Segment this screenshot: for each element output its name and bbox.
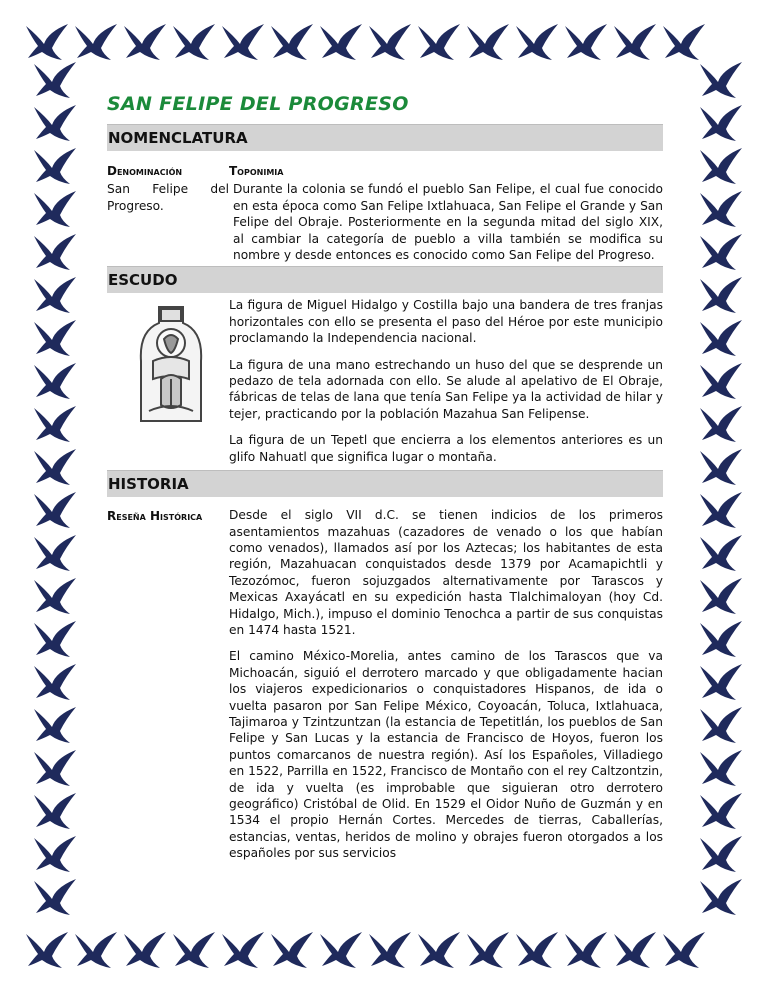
swallow-border-icon [122, 22, 168, 62]
swallow-border-icon [32, 103, 78, 143]
swallow-border-icon [32, 447, 78, 487]
swallow-border-icon [32, 705, 78, 745]
swallow-border-icon [32, 318, 78, 358]
swallow-border-icon [32, 576, 78, 616]
section-heading-historia: HISTORIA [107, 470, 663, 497]
swallow-border-icon [32, 275, 78, 315]
swallow-border-icon [171, 22, 217, 62]
swallow-border-icon [220, 22, 266, 62]
swallow-border-icon [32, 791, 78, 831]
swallow-border-icon [698, 60, 744, 100]
swallow-border-icon [367, 930, 413, 970]
swallow-border-icon [698, 490, 744, 530]
swallow-border-icon [32, 877, 78, 917]
swallow-border-icon [73, 22, 119, 62]
swallow-border-icon [32, 189, 78, 229]
swallow-border-icon [698, 318, 744, 358]
swallow-border-icon [32, 60, 78, 100]
document-body [107, 90, 663, 862]
swallow-border-icon [32, 361, 78, 401]
swallow-border-icon [465, 22, 511, 62]
resena-historica-label: Reseña Histórica [107, 509, 203, 524]
swallow-border-icon [698, 447, 744, 487]
swallow-border-icon [32, 662, 78, 702]
swallow-border-icon [24, 22, 70, 62]
historia-text [229, 507, 663, 862]
swallow-border-icon [612, 22, 658, 62]
swallow-border-icon [698, 705, 744, 745]
border-bottom [0, 922, 768, 982]
swallow-border-icon [32, 490, 78, 530]
swallow-border-icon [73, 930, 119, 970]
swallow-border-icon [416, 930, 462, 970]
swallow-border-icon [32, 232, 78, 272]
escudo-text [229, 297, 663, 465]
escudo-paragraph: La figura de un Tepetl que encierra a los elementos anteriores es un glifo Nahuatl que significa lugar o montaña. [229, 433, 663, 464]
swallow-border-icon [698, 232, 744, 272]
nomenclatura-header-row [107, 163, 663, 179]
swallow-border-icon [122, 930, 168, 970]
swallow-border-icon [32, 146, 78, 186]
swallow-border-icon [514, 930, 560, 970]
escudo-row [107, 297, 663, 465]
swallow-border-icon [32, 533, 78, 573]
swallow-border-icon [514, 22, 560, 62]
swallow-border-icon [32, 619, 78, 659]
swallow-border-icon [220, 930, 266, 970]
coat-of-arms-icon [131, 301, 211, 427]
historia-row [107, 507, 663, 862]
historia-paragraph: Desde el siglo VII d.C. se tienen indicios de los primeros asentamientos mazahuas (cazadores de venado o los que habían como venados), llamados así por los Aztecas; los habitantes de esta región, Mazahuacan conquistados desde 1379 por Acamapichtli y Tezozómoc, fueron sojuzgados alternativamente por Tarascos y Mexicas Axayácatl en su expedición hasta Tlalchimaloyan (hoy Cd. Hidalgo, Mich.), impuso el dominio Tenochca a partir de sus conquistas en 1474 hasta 1521. [229, 508, 663, 637]
section-heading-escudo: ESCUDO [107, 266, 663, 293]
swallow-border-icon [32, 404, 78, 444]
swallow-border-icon [661, 22, 707, 62]
page-title: SAN FELIPE DEL PROGRESO [107, 93, 409, 115]
denominacion-header: Denominación [107, 164, 183, 178]
swallow-border-icon [661, 930, 707, 970]
swallow-border-icon [269, 930, 315, 970]
escudo-paragraph: La figura de una mano estrechando un huso del que se desprende un pedazo de tela adornada con ello. Se alude al apelativo de El Obraje, fábricas de telas de lana que tenía San Felipe ya la actividad de hilar y tejer, practicando por la población Mazahua San Felipense. [229, 357, 663, 421]
swallow-border-icon [367, 22, 413, 62]
toponimia-text: Durante la colonia se fundó el pueblo San Felipe, el cual fue conocido en esta época como San Felipe Ixtlahuaca, San Felipe el Grande y San Felipe del Obraje. Posteriormente en la segunda mitad del siglo XIX, al cambiar la categoría de pueblo a villa también se modifica su nombre y desde entonces es conocido como San Felipe del Progreso. [233, 182, 663, 263]
border-left [22, 60, 92, 924]
swallow-border-icon [698, 189, 744, 229]
border-top [0, 14, 768, 74]
swallow-border-icon [698, 576, 744, 616]
swallow-border-icon [698, 834, 744, 874]
border-right [688, 60, 758, 924]
swallow-border-icon [269, 22, 315, 62]
swallow-border-icon [698, 533, 744, 573]
section-heading-nomenclatura: NOMENCLATURA [107, 124, 663, 151]
swallow-border-icon [698, 619, 744, 659]
swallow-border-icon [698, 404, 744, 444]
swallow-border-icon [32, 834, 78, 874]
swallow-border-icon [416, 22, 462, 62]
swallow-border-icon [698, 103, 744, 143]
swallow-border-icon [563, 22, 609, 62]
swallow-border-icon [698, 146, 744, 186]
swallow-border-icon [698, 748, 744, 788]
swallow-border-icon [32, 748, 78, 788]
swallow-border-icon [24, 930, 70, 970]
escudo-paragraph: La figura de Miguel Hidalgo y Costilla bajo una bandera de tres franjas horizontales con ello se presenta el paso del Héroe por este municipio proclamando la Independencia nacional. [229, 298, 663, 346]
swallow-border-icon [612, 930, 658, 970]
swallow-border-icon [698, 275, 744, 315]
nomenclatura-row [107, 181, 663, 263]
swallow-border-icon [318, 930, 364, 970]
escudo-image-col [107, 297, 229, 465]
swallow-border-icon [465, 930, 511, 970]
swallow-border-icon [698, 361, 744, 401]
swallow-border-icon [698, 791, 744, 831]
swallow-border-icon [318, 22, 364, 62]
swallow-border-icon [698, 662, 744, 702]
swallow-border-icon [698, 877, 744, 917]
swallow-border-icon [563, 930, 609, 970]
denominacion-value: San Felipe del Progreso. [107, 182, 229, 213]
swallow-border-icon [171, 930, 217, 970]
toponimia-header: Toponimia [229, 164, 284, 178]
historia-paragraph: El camino México-Morelia, antes camino de los Tarascos que va Michoacán, siguió el derrotero marcado y que obligadamente hacian los viajeros expedicionarios o conquistadores Hispanos, de ida o vuelta pasaron por San Felipe México, Coyoacán, Toluca, Ixtlahuaca, Tajimaroa y Tzintzuntzan (la estancia de Tepetitlán, los pueblos de San Felipe y San Lucas y la estancia de Francisco de Hoyos, fueron los puntos comarcanos de nuestra región). Así los Españoles, Villadiego en 1522, Parrilla en 1522, Francisco de Montaño con el rey Caltzontzin, de ida y vuelta (es improbable que siguieran otro derrotero geográfico) Cristóbal de Olid. En 1529 el Oidor Nuño de Guzmán y en 1534 el propio Hernán Cortes. Mercedes de tierras, Caballerías, estancias, ventas, heridos de molino y obrajes fueron otorgados a los españoles por sus servicios [229, 649, 663, 861]
